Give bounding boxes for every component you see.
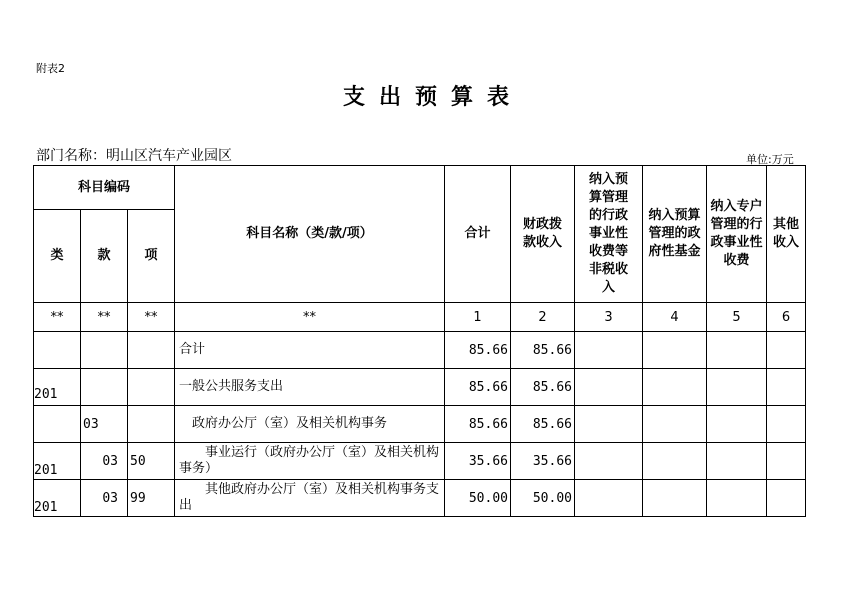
index-fiscal: 2	[511, 303, 575, 332]
index-total: 1	[445, 303, 511, 332]
cell-gov-fund	[643, 369, 707, 406]
header-other: 其他收入	[767, 166, 806, 303]
cell-other	[767, 443, 806, 480]
cell-lei	[34, 406, 81, 443]
cell-xiang	[128, 406, 175, 443]
cell-total: 85.66	[445, 369, 511, 406]
page-title: 支出预算表	[342, 85, 523, 110]
cell-fiscal: 85.66	[511, 332, 575, 369]
cell-budget-admin	[575, 406, 643, 443]
table-row	[34, 480, 806, 517]
cell-total: 50.00	[445, 480, 511, 517]
cell-lei: 201	[34, 480, 81, 517]
cell-gov-fund	[643, 480, 707, 517]
cell-kuan	[81, 369, 128, 406]
cell-name: 合计	[175, 332, 445, 369]
cell-name: 一般公共服务支出	[175, 369, 445, 406]
cell-budget-admin	[575, 369, 643, 406]
header-gov-fund: 纳入预算管理的政府性基金	[643, 166, 707, 303]
cell-xiang: 99	[128, 480, 175, 517]
cell-other	[767, 332, 806, 369]
cell-xiang	[128, 332, 175, 369]
cell-special-admin	[707, 332, 767, 369]
cell-kuan	[81, 332, 128, 369]
cell-budget-admin	[575, 443, 643, 480]
cell-total: 85.66	[445, 406, 511, 443]
cell-gov-fund	[643, 332, 707, 369]
header-code-group: 科目编码	[34, 166, 175, 210]
header-fiscal: 财政拨款收入	[511, 166, 575, 303]
cell-special-admin	[707, 369, 767, 406]
header-budget-admin: 纳入预算管理的行政事业性收费等非税收入	[575, 166, 643, 303]
index-special-admin: 5	[707, 303, 767, 332]
cell-special-admin	[707, 406, 767, 443]
cell-budget-admin	[575, 480, 643, 517]
cell-xiang: 50	[128, 443, 175, 480]
cell-name: 事业运行（政府办公厅（室）及相关机构事务）	[175, 443, 445, 480]
index-other: 6	[767, 303, 806, 332]
cell-fiscal: 35.66	[511, 443, 575, 480]
header-kuan: 款	[81, 210, 128, 303]
index-kuan: **	[81, 303, 128, 332]
cell-gov-fund	[643, 406, 707, 443]
table-row	[34, 443, 806, 480]
cell-other	[767, 406, 806, 443]
cell-xiang	[128, 369, 175, 406]
cell-total: 85.66	[445, 332, 511, 369]
cell-budget-admin	[575, 332, 643, 369]
index-name: **	[175, 303, 445, 332]
cell-special-admin	[707, 480, 767, 517]
cell-name: 政府办公厅（室）及相关机构事务	[175, 406, 445, 443]
cell-lei: 201	[34, 443, 81, 480]
cell-kuan: 03	[81, 406, 128, 443]
cell-fiscal: 50.00	[511, 480, 575, 517]
cell-fiscal: 85.66	[511, 369, 575, 406]
cell-kuan: 03	[81, 443, 128, 480]
cell-gov-fund	[643, 443, 707, 480]
cell-name: 其他政府办公厅（室）及相关机构事务支出	[175, 480, 445, 517]
header-special-admin: 纳入专户管理的行政事业性收费	[707, 166, 767, 303]
header-xiang: 项	[128, 210, 175, 303]
table-row	[34, 369, 806, 406]
index-row	[34, 303, 806, 332]
header-lei: 类	[34, 210, 81, 303]
table-row	[34, 332, 806, 369]
header-name: 科目名称（类/款/项）	[175, 166, 445, 303]
expenditure-budget-table	[33, 165, 806, 517]
cell-other	[767, 480, 806, 517]
index-budget-admin: 3	[575, 303, 643, 332]
cell-total: 35.66	[445, 443, 511, 480]
index-xiang: **	[128, 303, 175, 332]
cell-fiscal: 85.66	[511, 406, 575, 443]
cell-lei	[34, 332, 81, 369]
unit-label: 单位:万元	[746, 153, 794, 166]
cell-lei: 201	[34, 369, 81, 406]
department-name: 部门名称：明山区汽车产业园区	[36, 148, 232, 164]
attachment-label: 附表2	[36, 62, 65, 75]
cell-special-admin	[707, 443, 767, 480]
header-total: 合计	[445, 166, 511, 303]
index-gov-fund: 4	[643, 303, 707, 332]
cell-other	[767, 369, 806, 406]
cell-kuan: 03	[81, 480, 128, 517]
index-lei: **	[34, 303, 81, 332]
table-row	[34, 406, 806, 443]
